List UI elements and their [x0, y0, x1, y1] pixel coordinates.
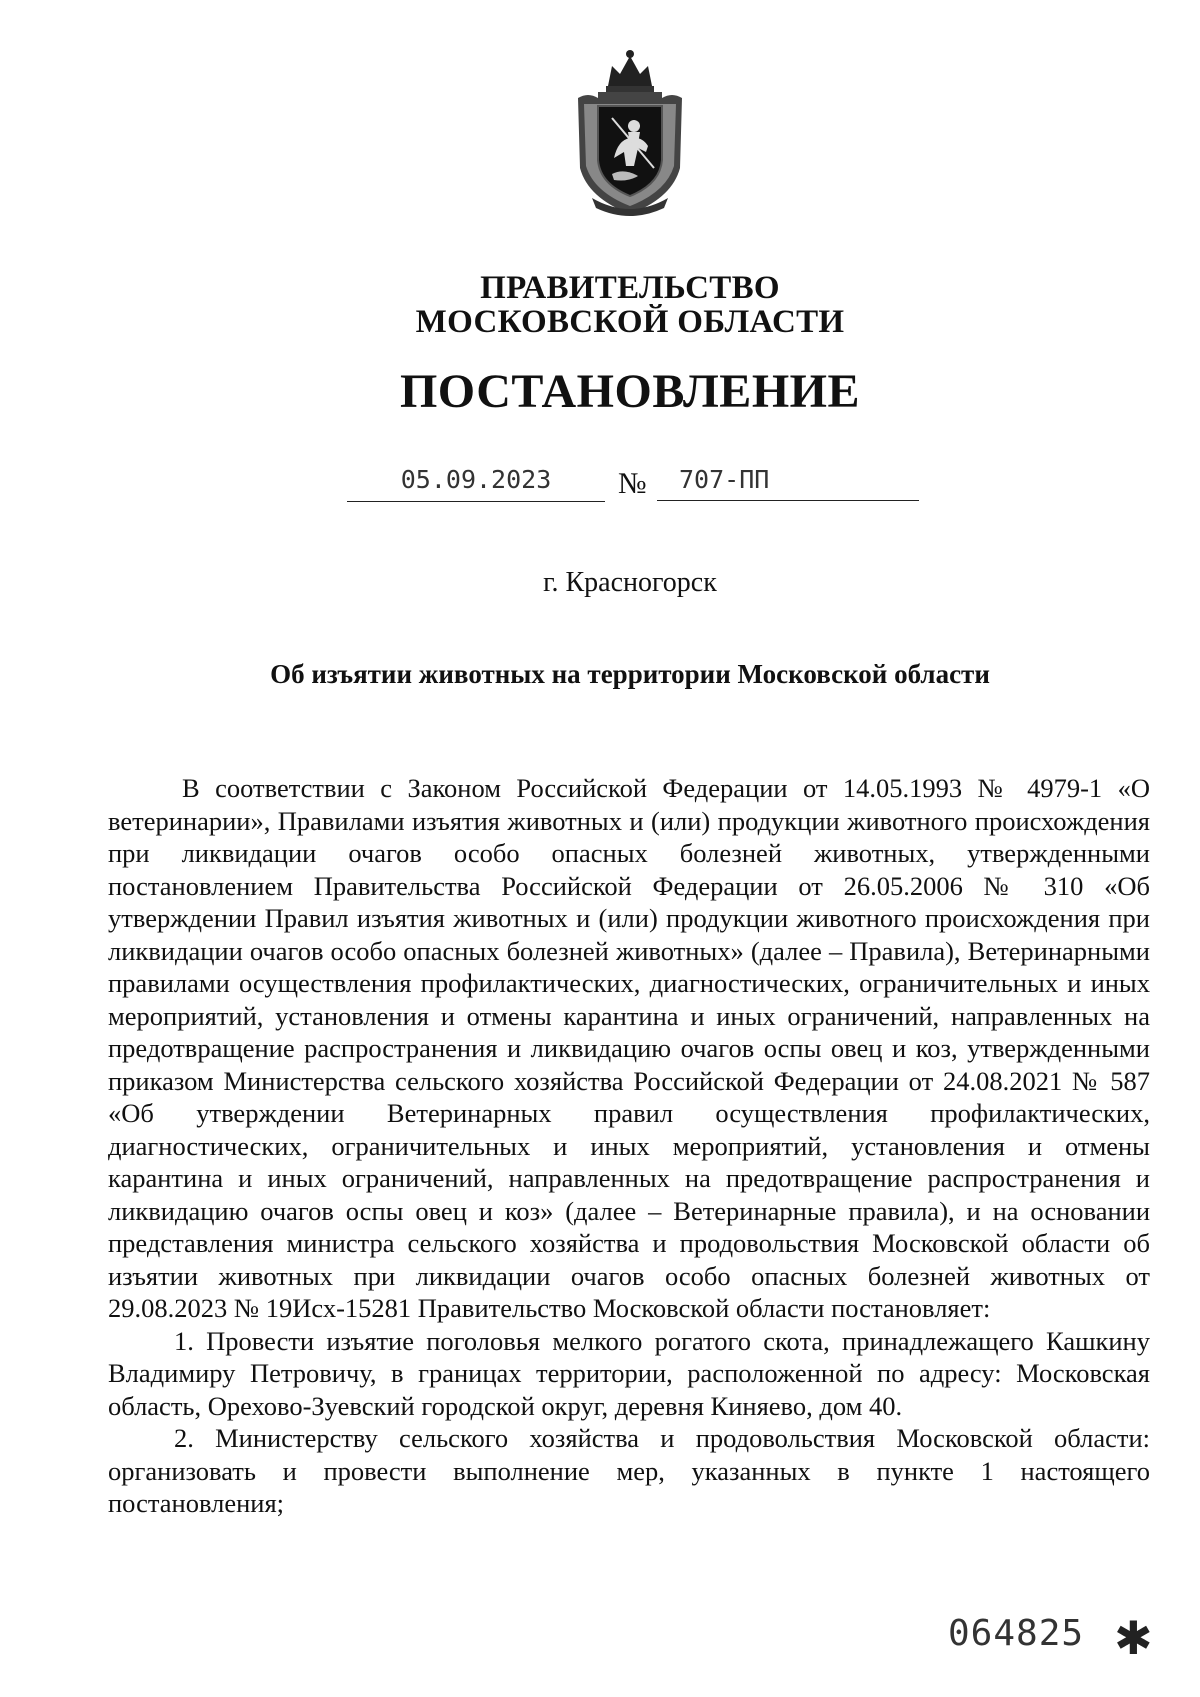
document-body [108, 772, 1150, 1520]
coat-of-arms-icon [568, 48, 692, 218]
registration-number-sign: № [618, 467, 647, 500]
place-of-issue: г. Красногорск [543, 567, 717, 598]
serial-number: 064825 [948, 1613, 1085, 1654]
organization-name-line-2: МОСКОВСКОЙ ОБЛАСТИ [415, 304, 845, 340]
document-subject: Об изъятии животных на территории Московской области [270, 659, 990, 689]
organization-name-line-1: ПРАВИТЕЛЬСТВО [480, 270, 780, 306]
asterisk-mark-icon: ✱ [1114, 1611, 1153, 1665]
resolution-item-1: 1. Провести изъятие поголовья мелкого рогатого скота, принадлежащего Кашкину Владимиру Петровичу, в границах территории, расположенной по адресу: Московская область, Орехово-Зуевский городской округ, деревня Киняево, дом 40. [108, 1325, 1150, 1421]
document-type-title: ПОСТАНОВЛЕНИЕ [399, 365, 861, 418]
registration-date: 05.09.2023 [347, 463, 605, 502]
resolution-item-2: 2. Министерству сельского хозяйства и продовольствия Московской области: организовать и провести выполнение мер, указанных в пункте 1 настоящего постановления; [108, 1423, 1150, 1518]
registration-number: 707-ПП [657, 463, 919, 501]
preamble-paragraph: В соответствии с Законом Российской Федерации от 14.05.1993 № 4979-1 «О ветеринарии», Правилами изъятия животных и (или) продукции животного происхождения при ликвидации очагов особо опасных болезней животных, утвержденными постановлением Правительства Российской Федерации от 26.05.2006 № 310 «Об утверждении Правил изъятия животных и (или) продукции животного происхождения при ликвидации очагов особо опасных болезней животных» (далее – Правила), Ветеринарными правилами осуществления профилактических, диагностических, ограничительных и иных мероприятий, установления и отмены карантина и иных ограничений, направленных на предотвращение распространения и ликвидацию очагов оспы овец и коз, утвержденными приказом Министерства сельского хозяйства Российской Федерации от 24.08.2021 № 587 «Об утверждении Ветеринарных правил осуществления профилактических, диагностических, ограничительных и иных мероприятий, установления и отмены карантина и иных ограничений, направленных на предотвращение распространения и ликвидацию очагов оспы овец и коз» (далее – Ветеринарные правила), и на основании представления министра сельского хозяйства и продовольствия Московской области об изъятии животных при ликвидации очагов особо опасных болезней животных от 29.08.2023 № 19Исх-15281 Правительство Московской области постановляет: [108, 773, 1150, 1323]
